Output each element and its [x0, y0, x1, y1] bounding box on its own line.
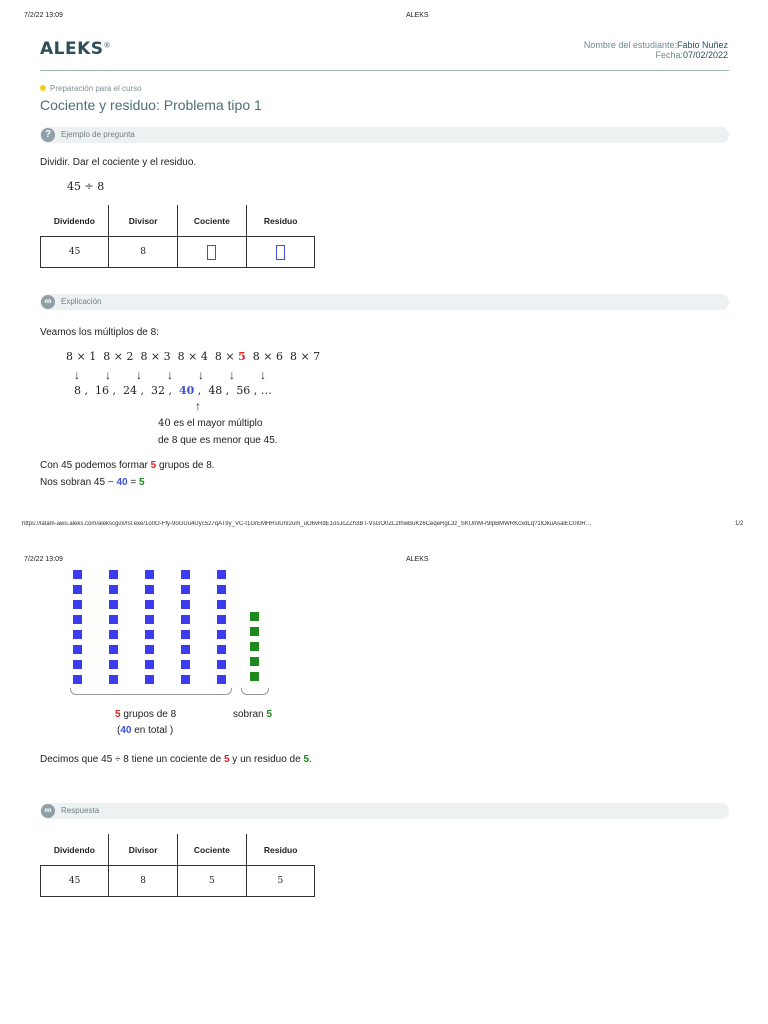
print-date-2: 7/2/22 13:09 [24, 556, 63, 563]
th-cociente: Cociente [178, 834, 247, 866]
print-site-2: ALEKS [406, 556, 429, 563]
down-arrow-icon: ↓ [198, 368, 204, 382]
td-divisor: 8 [109, 237, 178, 268]
blue-square [109, 600, 118, 609]
status-dot-icon [40, 85, 46, 91]
footer-url: https://latam-awu.aleks.com/alekscgi/x/Isl.exe/1o0O-Ffy-9oGUu4Uyc527qAT9y_VC-I1GrEMHRsIUnI2um_uO6vRdE1osJcZZh3BT-VsGO0ZL2IhwBuKz6CeqeRgL3z_SKUmM-r9lpBMWRKcxdLq?1lOkuAsalEC0I0R… [22, 521, 592, 527]
blue-square [145, 630, 154, 639]
blue-square [181, 645, 190, 654]
student-date: 07/02/2022 [682, 50, 728, 60]
blue-square [145, 645, 154, 654]
expression: 45 ÷ 8 [67, 180, 105, 193]
groups-brace [70, 688, 232, 695]
blue-square [181, 660, 190, 669]
down-arrow-icon: ↓ [74, 368, 80, 382]
note-line-1: 40 es el mayor múltiplo [158, 418, 263, 429]
footer-page: 1/2 [735, 521, 744, 527]
blue-square [145, 585, 154, 594]
multiples-intro: Veamos los múltiplos de 8: [40, 327, 159, 338]
th-residuo: Residuo [246, 834, 314, 866]
blue-square [217, 615, 226, 624]
blue-square [181, 585, 190, 594]
print-date: 7/2/22 13:09 [24, 12, 63, 19]
td-residuo: 5 [246, 866, 314, 897]
cociente-input-cell[interactable] [178, 237, 247, 268]
cociente-input[interactable] [207, 245, 216, 260]
blue-square [145, 600, 154, 609]
answer-section-bar: ∞ Respuesta [40, 803, 729, 819]
down-arrow-icon: ↓ [260, 368, 266, 382]
blue-square [145, 570, 154, 579]
blue-square [181, 630, 190, 639]
blue-square [73, 600, 82, 609]
residuo-input-cell[interactable] [246, 237, 314, 268]
blue-square [217, 630, 226, 639]
conclusion: Decimos que 45 ÷ 8 tiene un cociente de 5 y un residuo de 5. [40, 754, 312, 765]
th-dividendo: Dividendo [41, 834, 109, 866]
td-dividendo: 45 [41, 866, 109, 897]
th-dividendo: Dividendo [41, 205, 109, 237]
groups-caption: 5 grupos de 8 [115, 709, 177, 720]
remain-caption: sobran 5 [233, 709, 272, 720]
aleks-logo: ALEKS® [40, 39, 112, 59]
blue-square [109, 675, 118, 684]
blue-square [109, 645, 118, 654]
breadcrumb: Preparación para el curso [40, 84, 142, 93]
blue-square [217, 660, 226, 669]
green-square [250, 627, 259, 636]
instruction: Dividir. Dar el cociente y el residuo. [40, 157, 197, 168]
blue-square [109, 585, 118, 594]
blue-square [145, 615, 154, 624]
blue-square [217, 570, 226, 579]
student-info: Nombre del estudiante:Fabio Nuñez Fecha:07/02/2022 [583, 40, 728, 60]
remainder-brace [241, 688, 269, 695]
blue-square [217, 645, 226, 654]
groups-line: Con 45 podemos formar 5 grupos de 8. [40, 460, 215, 471]
down-arrow-icon: ↓ [105, 368, 111, 382]
question-table [40, 205, 315, 268]
down-arrow-icon: ↓ [136, 368, 142, 382]
blue-square [73, 675, 82, 684]
green-square [250, 672, 259, 681]
blue-square [145, 660, 154, 669]
green-square [250, 657, 259, 666]
blue-square [73, 630, 82, 639]
th-cociente: Cociente [178, 205, 247, 237]
th-divisor: Divisor [109, 834, 178, 866]
blue-square [145, 675, 154, 684]
down-arrow-icon: ↓ [167, 368, 173, 382]
td-divisor: 8 [109, 866, 178, 897]
blue-square [181, 675, 190, 684]
td-dividendo: 45 [41, 237, 109, 268]
remain-line: Nos sobran 45 − 40 = 5 [40, 477, 145, 488]
blue-square [109, 630, 118, 639]
blue-square [109, 570, 118, 579]
blue-square [73, 645, 82, 654]
infinity-icon: ∞ [41, 295, 55, 309]
blue-square [181, 570, 190, 579]
blue-square [181, 600, 190, 609]
th-residuo: Residuo [246, 205, 314, 237]
blue-square [73, 570, 82, 579]
student-name: Fabio Nuñez [676, 40, 728, 50]
explanation-section-bar: ∞ Explicación [40, 294, 729, 310]
print-site: ALEKS [406, 12, 429, 19]
blue-square [109, 660, 118, 669]
up-arrow-icon: ↑ [195, 399, 201, 413]
total-caption: (40 en total ) [117, 725, 174, 736]
header-rule [40, 70, 729, 71]
question-icon: ? [41, 128, 55, 142]
green-square [250, 612, 259, 621]
blue-square [217, 585, 226, 594]
th-divisor: Divisor [109, 205, 178, 237]
link-icon: ∞ [41, 804, 55, 818]
down-arrow-icon: ↓ [229, 368, 235, 382]
td-cociente: 5 [178, 866, 247, 897]
blue-square [73, 615, 82, 624]
page-title: Cociente y residuo: Problema tipo 1 [40, 97, 262, 113]
residuo-input[interactable] [276, 245, 285, 260]
blue-square [73, 660, 82, 669]
answer-table [40, 834, 315, 897]
blue-square [217, 600, 226, 609]
multiples-values: 8 , 16 , 24 , 32 , 40 , 48 , 56 , … [74, 384, 272, 397]
blue-square [217, 675, 226, 684]
example-section-bar: ? Ejemplo de pregunta [40, 127, 729, 143]
blue-square [181, 615, 190, 624]
multiples-ops: 8 × 1 8 × 2 8 × 3 8 × 4 8 × 5 8 × 6 8 × 7 [66, 350, 321, 363]
note-line-2: de 8 que es menor que 45. [158, 435, 278, 446]
green-square [250, 642, 259, 651]
blue-square [73, 585, 82, 594]
blue-square [109, 615, 118, 624]
